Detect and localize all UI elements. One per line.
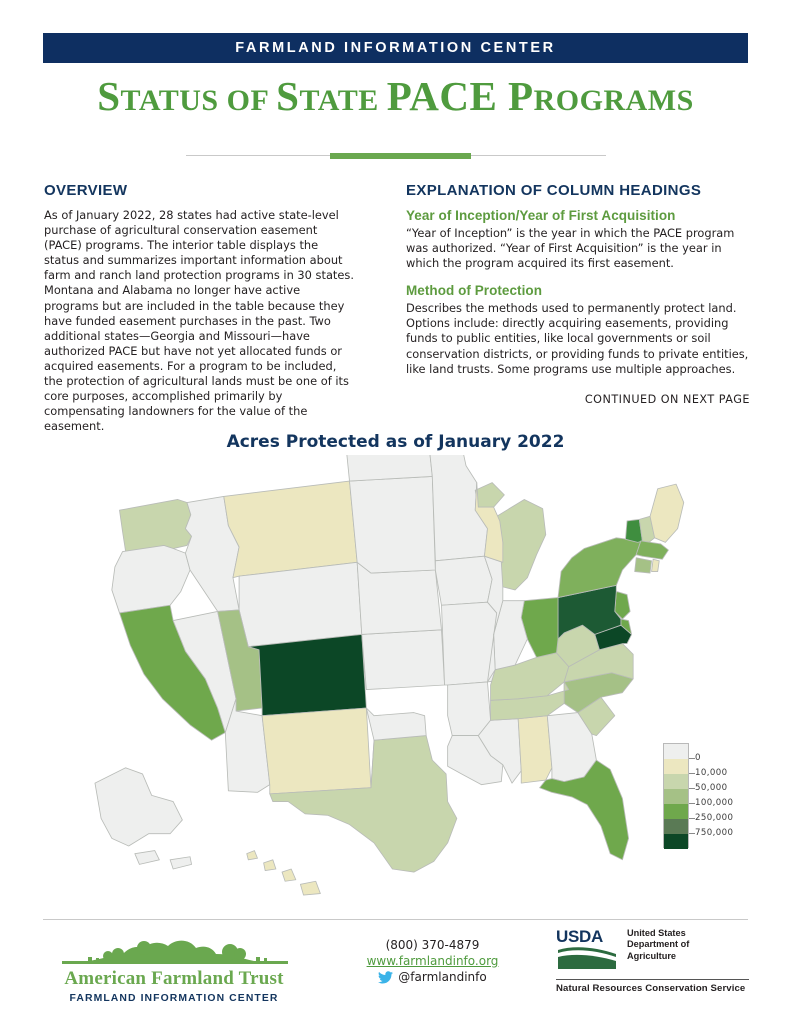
farm-skyline-icon [44,936,304,970]
usda-divider [556,979,749,980]
divider-accent [330,153,471,159]
aft-org-name: American Farmland Trust [64,968,284,989]
footer-divider [43,919,748,920]
legend-label-2: 10,000 [695,768,728,778]
map-state-wa [120,499,192,551]
usda-line-1: United States [627,928,686,938]
contact-block [320,938,545,984]
legend-swatch-0 [664,744,688,759]
header-bar-title: FARMLAND INFORMATION CENTER [235,40,556,56]
map-state-ri [652,559,660,571]
page-title [0,72,791,120]
aft-org-sub: FARMLAND INFORMATION CENTER [69,993,279,1004]
us-choropleth-map [20,455,771,915]
map-state-ks [362,630,445,690]
legend-swatch-6 [664,834,688,849]
map-state-wy [239,562,362,646]
map-state-nm [262,708,371,794]
map-state-or [112,545,190,612]
explanation-column [406,182,750,406]
text-year-of-inception: “Year of Inception” is the year in which the PACE program was authorized. “Year of First Acquisition” is the year in which the program acquired its first easement. [406,226,735,271]
map-state-oh [521,598,558,658]
map-state-hi [247,851,321,895]
continued-note: CONTINUED ON NEXT PAGE [584,392,750,406]
website-link[interactable]: www.farmlandinfo.org [366,954,499,968]
map-state-ma [636,541,668,559]
map-svg [20,455,771,915]
legend-swatch-3 [664,789,688,804]
american-farmland-trust-logo [44,936,304,1004]
twitter-handle-text: @farmlandinfo [398,970,487,984]
text-method-of-protection: Describes the methods used to permanently protect land. Options include: directly acquiring easements, providing funds to public entities, like local governments or soil conservation districts, or providing funds to private entities, like land trusts. Some programs use multiple approaches. [406,301,749,376]
legend-swatch-4 [664,804,688,819]
legend-label-1: 0 [695,753,701,763]
usda-nrcs-logo [556,928,756,994]
overview-paragraph: As of January 2022, 28 states had active state-level purchase of agricultural conservation easement (PACE) programs. The interior table displays the status and summarizes important information about farm and ranch land protection programs in 30 states. Montana and Alabama no longer have active programs but are included in the table because they have funded easement purchases in the past. Two additional states—Georgia and Missouri—have authorized PACE but have not yet allocated funds or acquired easements. For a program to be included, the protection of agricultural lands must be one of its core purposes, accomplished primarily by compensating landowners for the value of the easement. [44,208,354,434]
overview-column [44,182,354,446]
legend-label-5: 250,000 [695,813,734,823]
subheading-year-of-inception: Year of Inception/Year of First Acquisition [406,208,676,223]
explanation-heading: EXPLANATION OF COLUMN HEADINGS [406,182,702,199]
title-divider [186,152,606,160]
map-state-ar [448,682,491,736]
legend-swatches [663,743,689,848]
phone-number: (800) 370-4879 [385,938,480,952]
map-state-me [650,484,684,542]
usda-mark [556,928,618,975]
legend-swatch-2 [664,774,688,789]
usda-line-3: Agriculture [627,950,677,961]
legend-label-3: 50,000 [695,783,728,793]
map-state-co [248,634,366,715]
usda-line-2: Department of [627,939,690,950]
map-state-nd [346,455,432,481]
legend-swatch-1 [664,759,688,774]
map-legend [663,743,768,849]
usda-agency-lines [627,928,689,962]
twitter-handle-row[interactable] [320,970,545,984]
twitter-icon [378,971,393,984]
map-state-al [518,716,552,783]
header-bar [43,33,748,63]
legend-label-6: 750,000 [695,828,734,838]
map-state-sd [350,476,436,573]
map-state-ia [435,556,492,605]
overview-heading: OVERVIEW [44,182,128,199]
legend-swatch-5 [664,819,688,834]
page-title-text: STATUS OF STATE PACE PROGRAMS [97,73,694,119]
map-state-mt [224,481,357,578]
map-state-ct [635,558,652,573]
map-state-ny [558,538,641,598]
map-title: Acres Protected as of January 2022 [226,432,565,452]
legend-label-4: 100,000 [695,798,734,808]
map-state-ne [357,562,441,634]
twitter-bird-glyph [378,971,393,984]
map-state-ak [95,768,192,869]
usda-nrcs-name: Natural Resources Conservation Service [556,983,746,994]
subheading-method-of-protection: Method of Protection [406,283,542,299]
usda-wordmark: USDA [556,927,603,946]
usda-swoosh-icon [556,945,618,971]
